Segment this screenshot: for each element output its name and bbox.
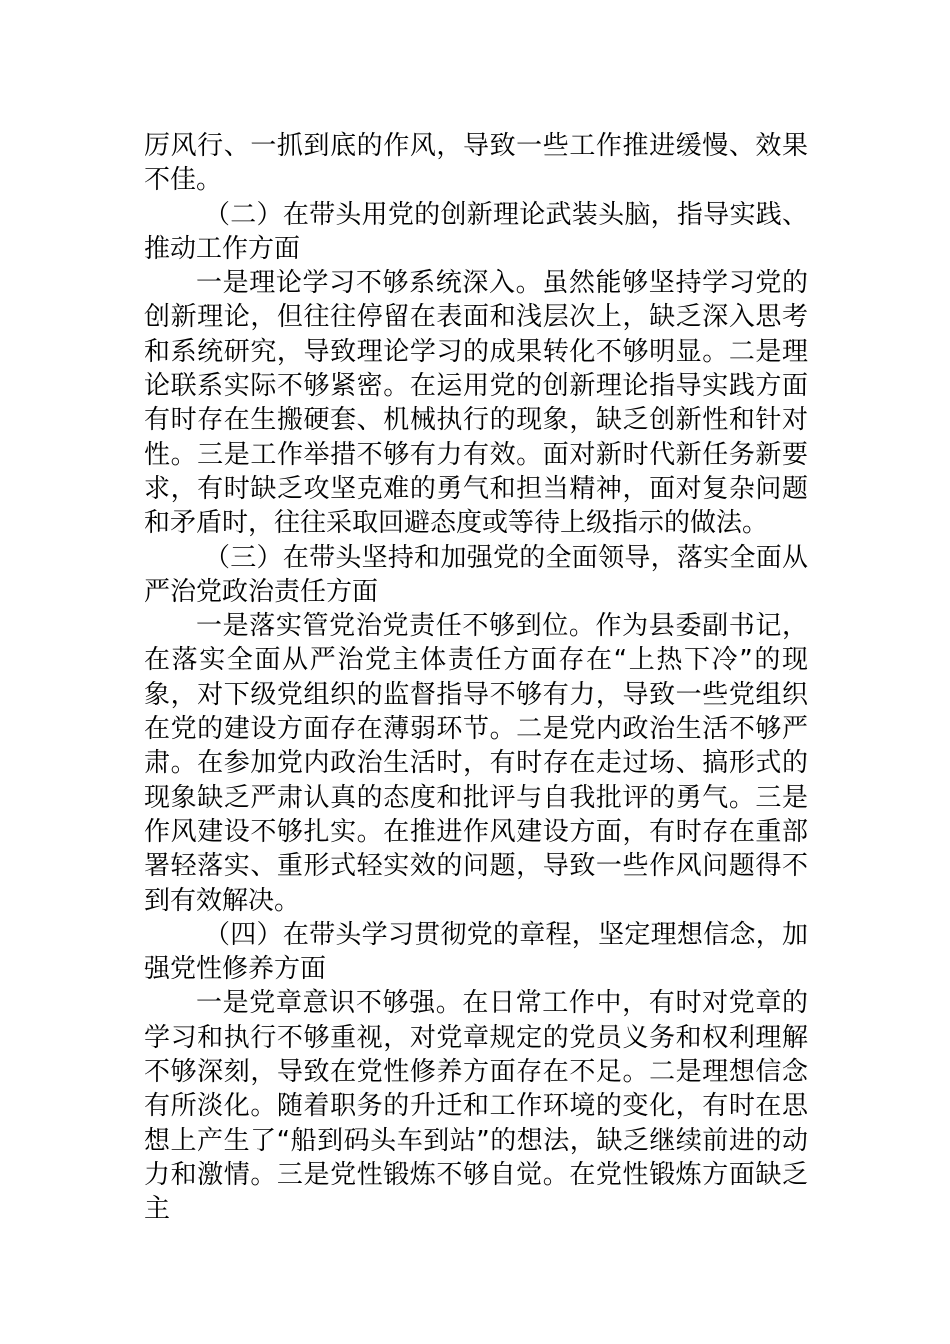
body-paragraph-4: 一是党章意识不够强。在日常工作中，有时对党章的学习和执行不够重视，对党章规定的党员义务和权利理解不够深刻，导致在党性修养方面存在不足。二是理想信念有所淡化。随着职务的升迁和工作环境的变化，有时在思想上产生了“船到码头车到站”的想法，缺乏继续前进的动力和激情。三是党性锻炼不够自觉。在党性锻炼方面缺乏主 xyxy=(144,988,808,1225)
section-heading-2: （二）在带头用党的创新理论武装头脑，指导实践、推动工作方面 xyxy=(144,199,808,264)
continuation-paragraph: 厉风行、一抓到底的作风，导致一些工作推进缓慢、效果不佳。 xyxy=(144,131,808,196)
body-paragraph-3: 一是落实管党治党责任不够到位。作为县委副书记，在落实全面从严治党主体责任方面存在“上热下冷”的现象，对下级党组织的监督指导不够有力，导致一些党组织在党的建设方面存在薄弱环节。二是党内政治生活不够严肃。在参加党内政治生活时，有时存在走过场、搞形式的现象缺乏严肃认真的态度和批评与自我批评的勇气。三是作风建设不够扎实。在推进作风建设方面，有时存在重部署轻落实、重形式轻实效的问题，导致一些作风问题得不到有效解决。 xyxy=(144,611,808,916)
body-paragraph-2: 一是理论学习不够系统深入。虽然能够坚持学习党的创新理论，但往往停留在表面和浅层次上，缺乏深入思考和系统研究，导致理论学习的成果转化不够明显。二是理论联系实际不够紧密。在运用党的创新理论指导实践方面有时存在生搬硬套、机械执行的现象，缺乏创新性和针对性。三是工作举措不够有力有效。面对新时代新任务新要求，有时缺乏攻坚克难的勇气和担当精神，面对复杂问题和矛盾时，往往采取回避态度或等待上级指示的做法。 xyxy=(144,268,808,539)
section-heading-3: （三）在带头坚持和加强党的全面领导，落实全面从严治党政治责任方面 xyxy=(144,542,808,607)
document-page xyxy=(144,129,808,1227)
section-heading-4: （四）在带头学习贯彻党的章程，坚定理想信念，加强党性修养方面 xyxy=(144,919,808,985)
